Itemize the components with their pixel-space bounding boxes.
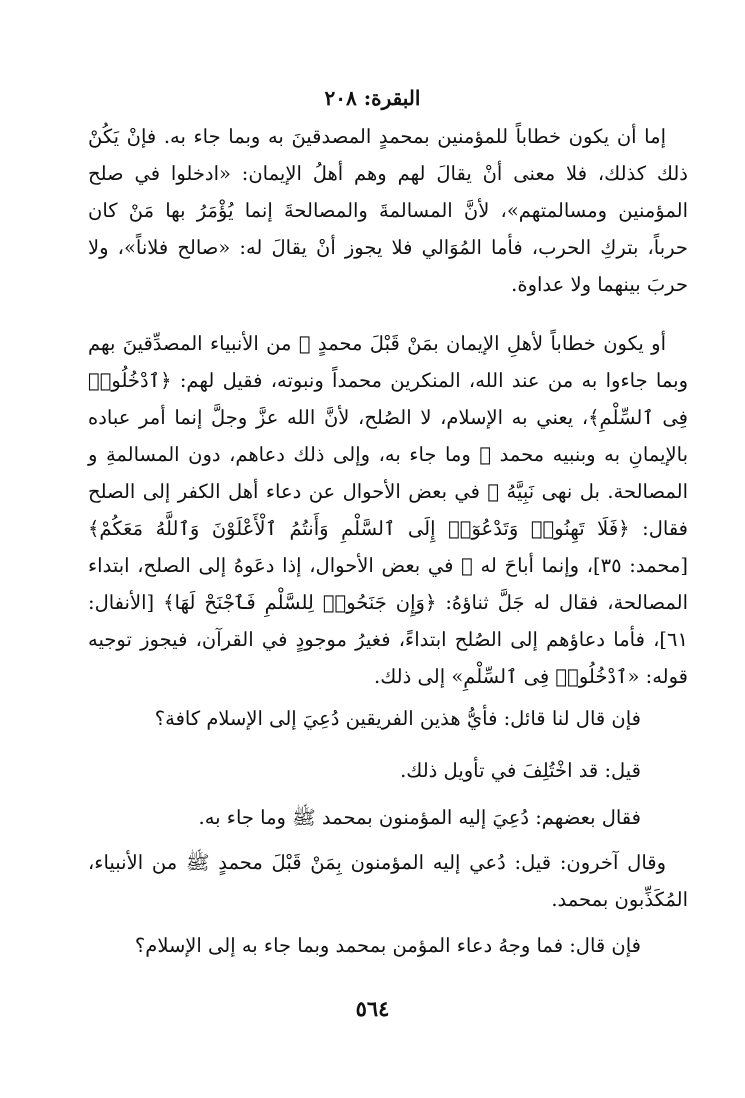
paragraph-6-text: وقال آخرون: قيل: دُعي إليه المؤمنون بِمَنْ قَبْلَ محمدٍ ﷺ من الأنبياء، المُكَذِّبون بمحمد.	[88, 851, 688, 911]
paragraph-2-text: أو يكون خطاباً لأهلِ الإيمان بمَنْ قَبْلَ محمدٍ ﷺ من الأنبياء المصدِّقينَ بهم وبما جاءوا به من عند الله، المنكرين محمداً ونبوته، فقيل لهم: ﴿ٱدْخُلُوا۟ فِى ٱلسِّلْمِ﴾، يعني به الإسلام، لا الصُلح، لأنَّ الله عزَّ وجلَّ إنما أمر عباده بالإيمانِ به وبنبيه محمد ﷺ وما جاء به، وإلى ذلك دعاهم، دون المسالمةِ و المصالحة. بل نهى نَبِيَّهُ ﷺ في بعض الأحوال عن دعاء أهل الكفر إلى الصلح فقال: ﴿فَلَا تَهِنُوا۟ وَتَدْعُوٓا۟ إِلَى ٱلسَّلْمِ وَأَنتُمُ ٱلْأَعْلَوْنَ وَٱللَّهُ مَعَكُمْ﴾ [محمد: ٣٥]، وإنما أباحَ له ﷺ في بعض الأحوال، إذا دعَوهُ إلى الصلح، ابتداء المصالحة، فقال له جَلَّ ثناؤهُ: ﴿وَإِن جَنَحُوا۟ لِلسَّلْمِ فَٱجْنَحْ لَهَا﴾ [الأنفال: ٦١]، فأما دعاؤهم إلى الصُلح ابتداءً، فغيرُ موجودٍ في القرآن، فيجوز توجيه قوله: «ٱدْخُلُوا۟ فِى ٱلسِّلْمِ» إلى ذلك.	[88, 332, 688, 688]
paragraph-5	[88, 799, 663, 836]
paragraph-3	[88, 700, 663, 737]
paragraph-1-text: إما أن يكون خطاباً للمؤمنين بمحمدٍ المصدقينَ به وبما جاء به. فإنْ يَكُنْ ذلك كذلك، فلا معنى أنْ يقالَ لهم وهم أهلُ الإيمان: «ادخلوا في صلح المؤمنين ومسالمتهم»، لأنَّ المسالمةَ والمصالحةَ إنما يُؤْمَرُ بها مَنْ كان حرباً، بتركِ الحرب، فأما المُوَالي فلا يجوز أنْ يقالَ له: «صالح فلاناً»، ولا حربَ بينهما ولا عداوة.	[88, 125, 688, 296]
paragraph-3-text: فإن قال لنا قائل: فأيُّ هذين الفريقين دُعِيَ إلى الإسلام كافة؟	[154, 707, 641, 730]
paragraph-4-text: قيل: قد اخْتُلِفَ في تأويل ذلك.	[400, 759, 641, 782]
paragraph-5-text: فقال بعضهم: دُعِيَ إليه المؤمنون بمحمد ﷺ وما جاء به.	[198, 806, 641, 829]
paragraph-7-text: فإن قال: فما وجهُ دعاء المؤمن بمحمد وبما جاء به إلى الإسلام؟	[134, 934, 641, 957]
paragraph-4	[88, 752, 663, 789]
paragraph-7	[88, 927, 663, 964]
page-number: ٥٦٤	[355, 996, 390, 1021]
paragraph-6	[88, 844, 688, 918]
paragraph-2	[88, 325, 688, 695]
running-header: البقرة: ٢٠٨	[324, 86, 421, 110]
paragraph-1	[88, 118, 688, 303]
